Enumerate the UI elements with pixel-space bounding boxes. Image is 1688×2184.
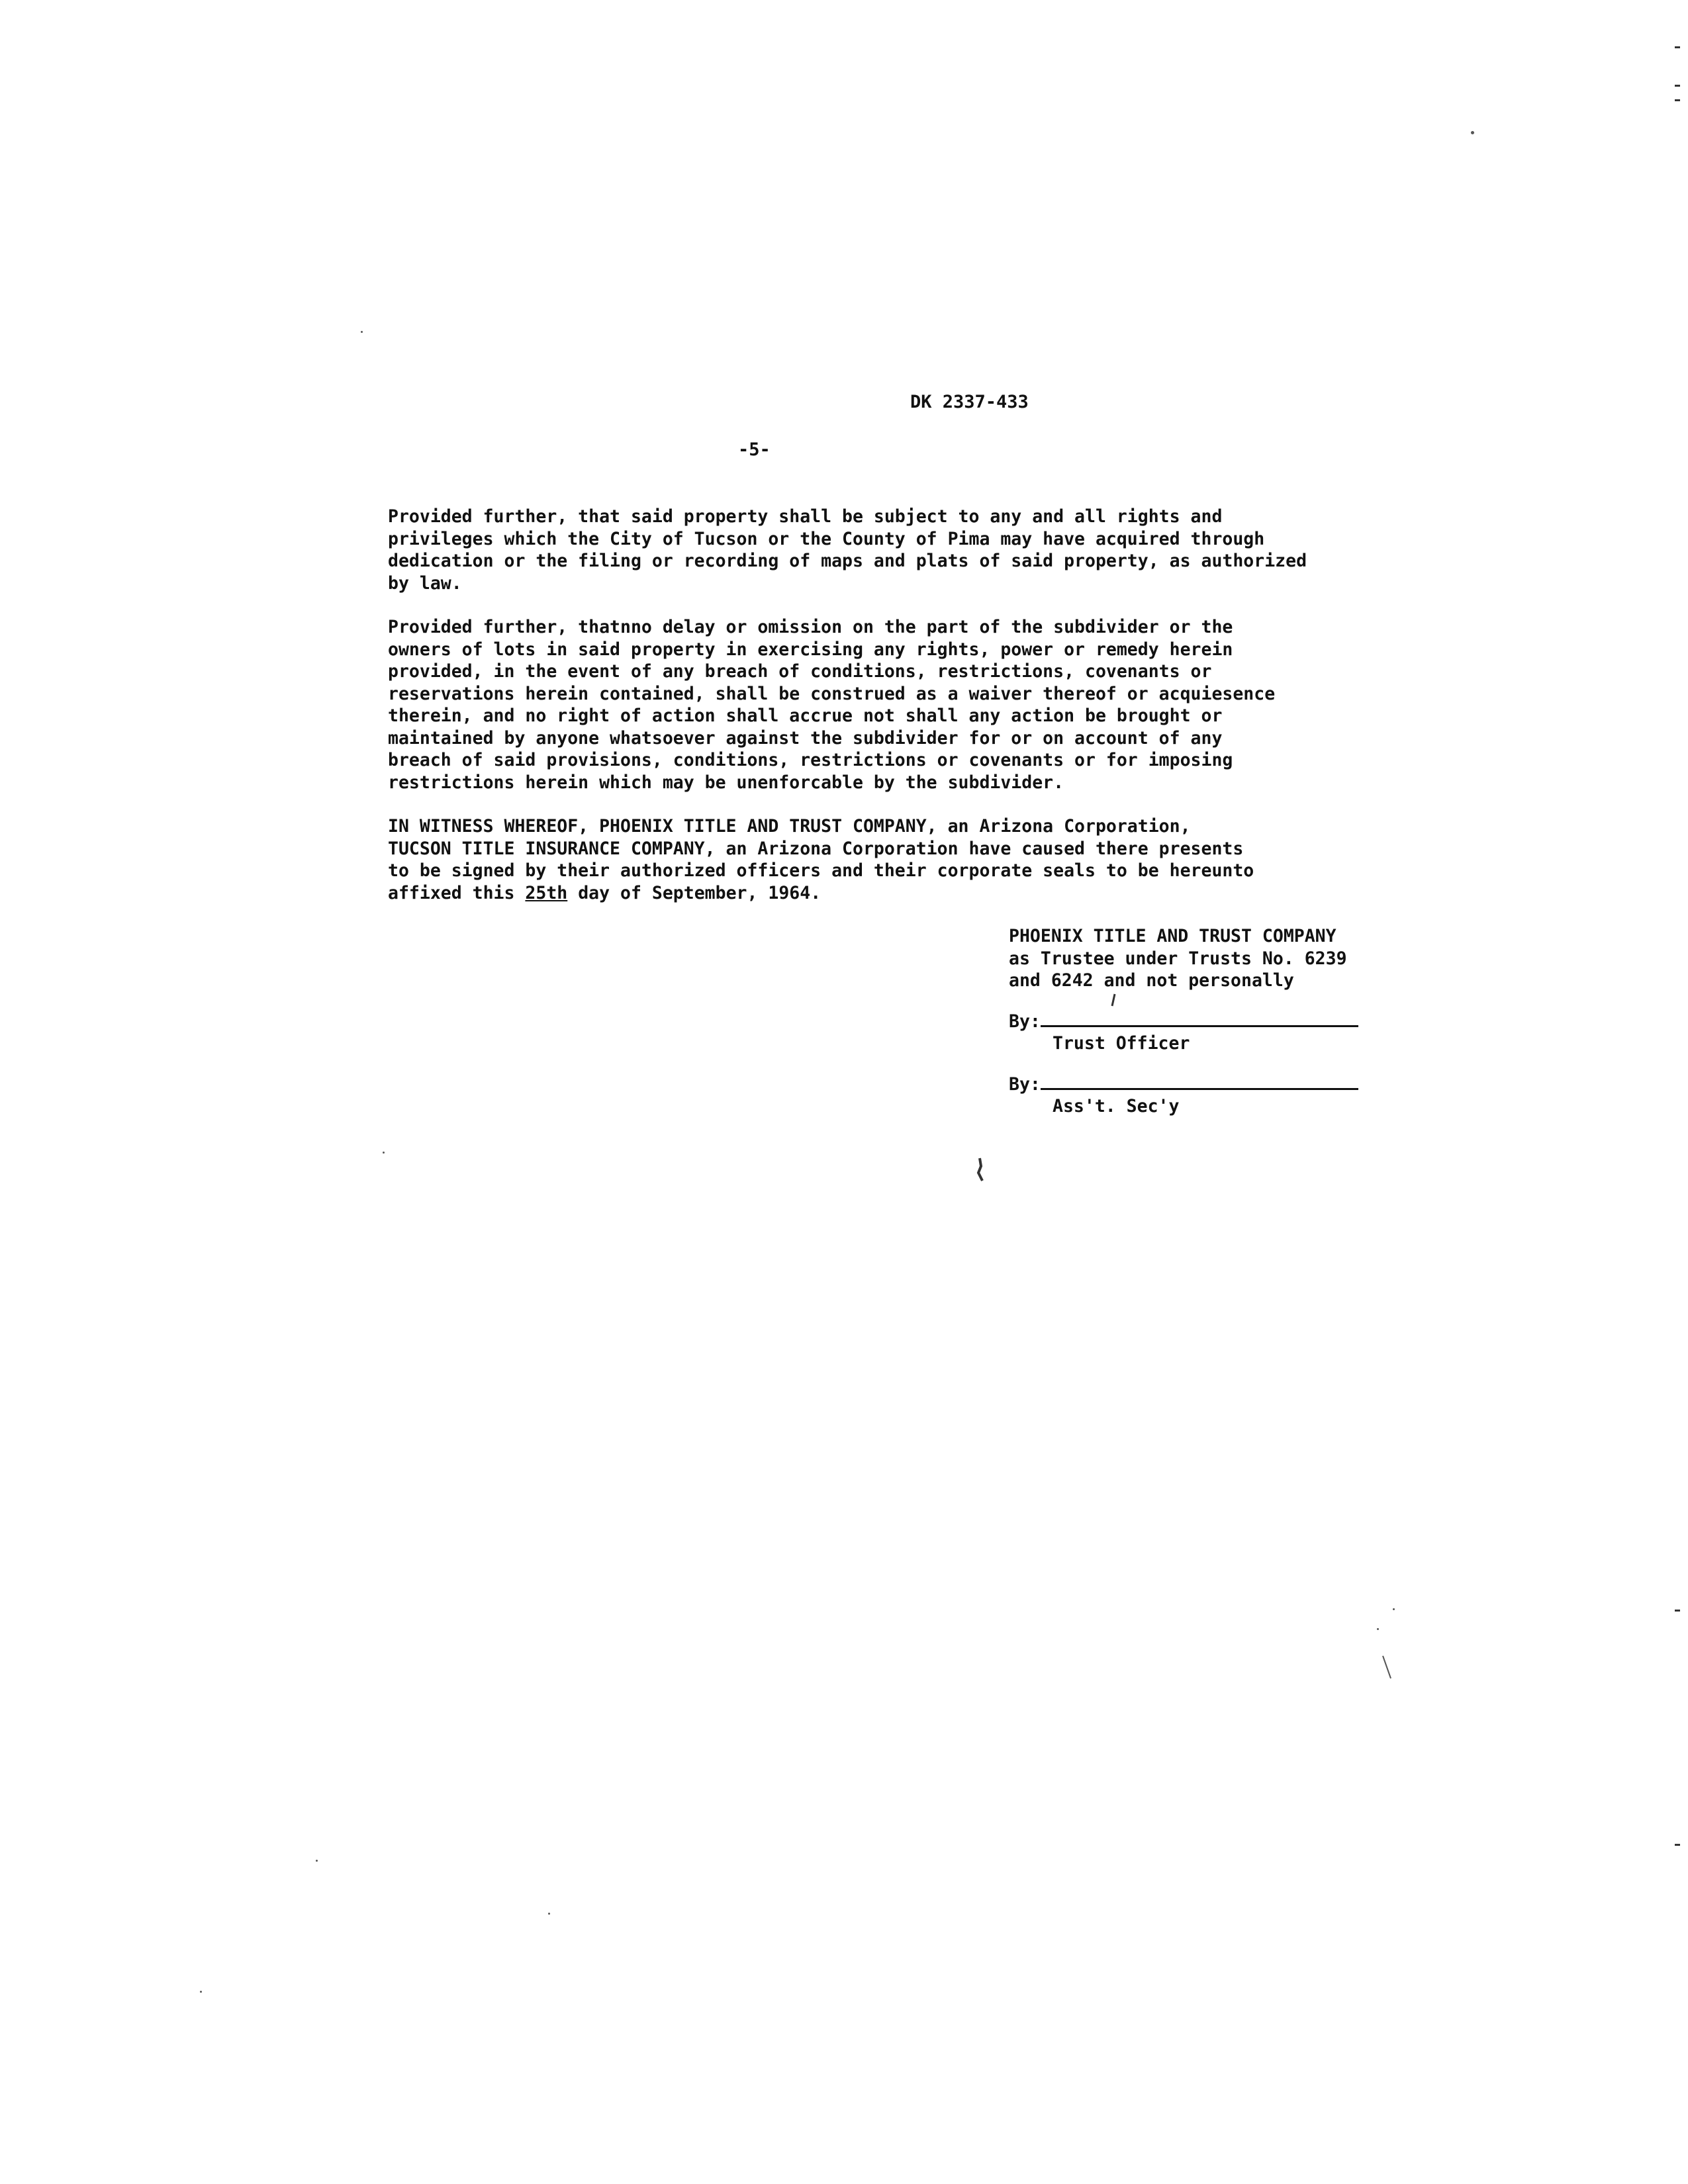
stray-pen-mark	[973, 1157, 989, 1183]
scan-edge-mark	[1675, 1844, 1680, 1846]
text-line: to be signed by their authorized officers and their corporate seals to be hereunto	[388, 860, 1254, 881]
text-line: provided, in the event of any breach of conditions, restrictions, covenants or	[388, 661, 1212, 682]
signer-title: Ass't. Sec'y	[1053, 1096, 1180, 1116]
scan-edge-mark	[1675, 46, 1680, 48]
signer-title: Trust Officer	[1053, 1033, 1190, 1054]
paragraph-no-waiver	[388, 616, 1394, 794]
scan-edge-mark	[1675, 1610, 1680, 1612]
stray-pen-mark	[1107, 993, 1120, 1007]
page-number: -5-	[738, 439, 771, 460]
text-line: privileges which the City of Tucson or the County of Pima may have acquired through	[388, 528, 1265, 549]
text-line: reservations herein contained, shall be construed as a waiver thereof or acquiesence	[388, 683, 1276, 704]
paragraph-witness	[388, 815, 1394, 904]
signatory-company: PHOENIX TITLE AND TRUST COMPANY	[1009, 926, 1336, 946]
text-line: dedication or the filing or recording of maps and plats of said property, as authorized	[388, 551, 1307, 571]
text-line: owners of lots in said property in exercising any rights, power or remedy herein	[388, 639, 1233, 660]
text-line: by law.	[388, 572, 462, 594]
scan-speck	[316, 1860, 318, 1862]
scan-speck	[1393, 1608, 1395, 1610]
signature-block	[1009, 925, 1380, 1118]
book-reference: DK 2337-433	[910, 392, 1029, 412]
scan-speck	[383, 1152, 385, 1154]
signature-line-asst-secretary	[1009, 1073, 1380, 1096]
text-line: restrictions herein which may be unenforcable by the subdivider.	[388, 772, 1064, 793]
text-line: TUCSON TITLE INSURANCE COMPANY, an Arizona Corporation have caused there presents	[388, 838, 1244, 859]
scan-speck	[361, 331, 363, 333]
by-label: By:	[1009, 1011, 1041, 1032]
signature-line-trust-officer	[1009, 1011, 1380, 1033]
text-line: maintained by anyone whatsoever against the subdivider for or on account of any	[388, 727, 1223, 749]
text-line: Provided further, that said property shall be subject to any and all rights and	[388, 506, 1223, 527]
scan-speck	[548, 1913, 550, 1915]
not-personally-line: and 6242 and not personally	[1009, 970, 1294, 991]
signature-rule	[1041, 1073, 1358, 1090]
scan-speck	[1471, 131, 1474, 134]
text-line: Provided further, thatnno delay or omission on the part of the subdivider or the	[388, 617, 1233, 637]
scan-edge-mark	[1675, 85, 1680, 87]
signature-rule	[1041, 1011, 1358, 1027]
date-day: 25th	[525, 882, 568, 903]
text-line: therein, and no right of action shall accrue not shall any action be brought or	[388, 705, 1223, 726]
date-suffix: day of September, 1964.	[567, 882, 821, 903]
by-label: By:	[1009, 1073, 1041, 1095]
scan-speck	[1377, 1628, 1379, 1630]
document-body	[388, 506, 1394, 926]
paragraph-rights-privileges	[388, 506, 1394, 594]
text-line-date	[388, 882, 1394, 905]
scan-edge-mark	[1675, 99, 1680, 101]
scan-speck	[200, 1991, 202, 1993]
date-prefix: affixed this	[388, 882, 526, 903]
text-line: breach of said provisions, conditions, restrictions or covenants or for imposing	[388, 750, 1233, 770]
text-line: IN WITNESS WHEREOF, PHOENIX TITLE AND TRUST COMPANY, an Arizona Corporation,	[388, 816, 1191, 837]
stray-pen-mark	[1380, 1655, 1393, 1681]
trustee-line: as Trustee under Trusts No. 6239	[1009, 948, 1347, 969]
